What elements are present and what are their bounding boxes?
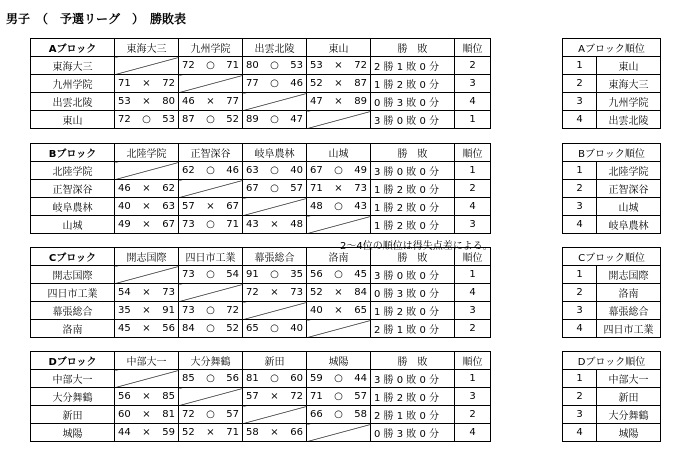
team-column-header: 出雲北陵 bbox=[243, 39, 307, 57]
score: 72 ○ 53 bbox=[118, 114, 175, 125]
self-match-cell bbox=[179, 388, 243, 406]
self-match-cell bbox=[115, 370, 179, 388]
team-name: 大分舞鶴 bbox=[31, 388, 115, 406]
standings-team: 出雲北陵 bbox=[597, 111, 661, 129]
team-row bbox=[31, 388, 491, 406]
team-row bbox=[31, 93, 491, 111]
standings-rank: 3 bbox=[563, 302, 597, 320]
team-row bbox=[31, 406, 491, 424]
score: 57 × 67 bbox=[182, 201, 239, 212]
score-cell bbox=[179, 111, 243, 129]
block-table bbox=[30, 38, 491, 129]
score-cell bbox=[179, 302, 243, 320]
team-name: 四日市工業 bbox=[31, 284, 115, 302]
score-cell bbox=[243, 320, 307, 338]
score: 57 × 72 bbox=[246, 391, 303, 402]
score-cell bbox=[179, 320, 243, 338]
team-column-header: 大分舞鶴 bbox=[179, 352, 243, 370]
team-name: 中部大一 bbox=[31, 370, 115, 388]
score-cell bbox=[243, 284, 307, 302]
score: 60 × 81 bbox=[118, 409, 175, 420]
score: 45 × 56 bbox=[118, 323, 175, 334]
self-match-cell bbox=[179, 284, 243, 302]
score-cell bbox=[115, 424, 179, 442]
standings-table bbox=[562, 351, 661, 442]
score-cell bbox=[243, 370, 307, 388]
score-cell bbox=[243, 180, 307, 198]
score-cell bbox=[115, 320, 179, 338]
team-column-header: 四日市工業 bbox=[179, 248, 243, 266]
team-row bbox=[31, 320, 491, 338]
standings-row bbox=[563, 406, 661, 424]
standings-header-row bbox=[563, 248, 661, 266]
team-column-header: 九州学院 bbox=[179, 39, 243, 57]
standings-team: 四日市工業 bbox=[597, 320, 661, 338]
score: 67 ○ 49 bbox=[310, 165, 367, 176]
standings-row bbox=[563, 370, 661, 388]
win-loss-record: 1 勝 2 敗 0 分 bbox=[371, 180, 455, 198]
team-row bbox=[31, 266, 491, 284]
score-cell bbox=[243, 75, 307, 93]
standings-rank: 1 bbox=[563, 162, 597, 180]
win-loss-record: 1 勝 2 敗 0 分 bbox=[371, 198, 455, 216]
team-name: 城陽 bbox=[31, 424, 115, 442]
standings-team: 中部大一 bbox=[597, 370, 661, 388]
score-cell bbox=[307, 93, 371, 111]
team-column-header: 新田 bbox=[243, 352, 307, 370]
win-loss-record: 2 勝 1 敗 0 分 bbox=[371, 406, 455, 424]
self-match-cell bbox=[179, 180, 243, 198]
team-column-header: 岐阜農林 bbox=[243, 144, 307, 162]
standings-rank: 4 bbox=[563, 320, 597, 338]
win-loss-record: 0 勝 3 敗 0 分 bbox=[371, 93, 455, 111]
score: 71 × 73 bbox=[310, 183, 367, 194]
score: 40 × 65 bbox=[310, 305, 367, 316]
win-loss-record: 0 勝 3 敗 0 分 bbox=[371, 424, 455, 442]
team-column-header: 山城 bbox=[307, 144, 371, 162]
win-loss-record: 0 勝 3 敗 0 分 bbox=[371, 284, 455, 302]
win-loss-record: 2 勝 1 敗 0 分 bbox=[371, 57, 455, 75]
self-match-cell bbox=[115, 162, 179, 180]
standings-row bbox=[563, 180, 661, 198]
ranking-note: 2～4位の順位は得失点差による。 bbox=[340, 241, 493, 252]
standings-row bbox=[563, 388, 661, 406]
team-row bbox=[31, 180, 491, 198]
standings-rank: 3 bbox=[563, 198, 597, 216]
score-cell bbox=[115, 93, 179, 111]
win-loss-record: 3 勝 0 敗 0 分 bbox=[371, 370, 455, 388]
team-name: 山城 bbox=[31, 216, 115, 234]
standings-team: 山城 bbox=[597, 198, 661, 216]
standings-team: 開志国際 bbox=[597, 266, 661, 284]
score: 81 ○ 60 bbox=[246, 373, 303, 384]
rank-value: 1 bbox=[455, 162, 491, 180]
rank-value: 4 bbox=[455, 198, 491, 216]
score: 52 × 87 bbox=[310, 78, 367, 89]
score-cell bbox=[115, 216, 179, 234]
score: 56 × 85 bbox=[118, 391, 175, 402]
block-label: Cブロック bbox=[31, 248, 115, 266]
score: 56 ○ 45 bbox=[310, 269, 367, 280]
score-cell bbox=[179, 57, 243, 75]
self-match-cell bbox=[307, 320, 371, 338]
score: 72 ○ 57 bbox=[182, 409, 239, 420]
self-match-cell bbox=[179, 75, 243, 93]
score: 58 × 66 bbox=[246, 427, 303, 438]
score-cell bbox=[243, 162, 307, 180]
self-match-cell bbox=[307, 216, 371, 234]
team-column-header: 東海大三 bbox=[115, 39, 179, 57]
standings-row bbox=[563, 266, 661, 284]
score: 84 ○ 52 bbox=[182, 323, 239, 334]
rank-value: 1 bbox=[455, 266, 491, 284]
team-column-header: 洛南 bbox=[307, 248, 371, 266]
self-match-cell bbox=[243, 406, 307, 424]
page-title: 男子 （ 予選リーグ ） 勝敗表 bbox=[6, 12, 187, 26]
standings-team: 九州学院 bbox=[597, 93, 661, 111]
score: 89 ○ 47 bbox=[246, 114, 303, 125]
score-cell bbox=[115, 406, 179, 424]
team-column-header: 中部大一 bbox=[115, 352, 179, 370]
result-header: 勝 敗 bbox=[371, 352, 455, 370]
standings-rank: 4 bbox=[563, 216, 597, 234]
standings-row bbox=[563, 424, 661, 442]
rank-value: 2 bbox=[455, 320, 491, 338]
score: 62 ○ 46 bbox=[182, 165, 239, 176]
score-cell bbox=[243, 216, 307, 234]
standings-header-row bbox=[563, 39, 661, 57]
win-loss-record: 1 勝 2 敗 0 分 bbox=[371, 216, 455, 234]
team-column-header: 正智深谷 bbox=[179, 144, 243, 162]
score: 85 ○ 56 bbox=[182, 373, 239, 384]
team-column-header: 北陸学院 bbox=[115, 144, 179, 162]
rank-value: 4 bbox=[455, 93, 491, 111]
team-row bbox=[31, 198, 491, 216]
standings-rank: 2 bbox=[563, 388, 597, 406]
team-name: 幕張総合 bbox=[31, 302, 115, 320]
standings-row bbox=[563, 111, 661, 129]
standings-title: Cブロック順位 bbox=[563, 248, 661, 266]
team-name: 開志国際 bbox=[31, 266, 115, 284]
self-match-cell bbox=[307, 424, 371, 442]
block-label: Aブロック bbox=[31, 39, 115, 57]
score: 47 × 89 bbox=[310, 96, 367, 107]
team-name: 東海大三 bbox=[31, 57, 115, 75]
score-cell bbox=[115, 75, 179, 93]
score-cell bbox=[243, 388, 307, 406]
team-name: 北陸学院 bbox=[31, 162, 115, 180]
win-loss-record: 3 勝 0 敗 0 分 bbox=[371, 111, 455, 129]
result-header: 勝 敗 bbox=[371, 248, 455, 266]
standings-team: 正智深谷 bbox=[597, 180, 661, 198]
rank-header: 順位 bbox=[455, 39, 491, 57]
win-loss-record: 1 勝 2 敗 0 分 bbox=[371, 75, 455, 93]
team-name: 新田 bbox=[31, 406, 115, 424]
result-header: 勝 敗 bbox=[371, 39, 455, 57]
score: 40 × 63 bbox=[118, 201, 175, 212]
score: 71 × 72 bbox=[118, 78, 175, 89]
score-cell bbox=[243, 424, 307, 442]
score: 65 ○ 40 bbox=[246, 323, 303, 334]
self-match-cell bbox=[243, 302, 307, 320]
team-name: 正智深谷 bbox=[31, 180, 115, 198]
win-loss-record: 2 勝 1 敗 0 分 bbox=[371, 320, 455, 338]
score: 48 ○ 43 bbox=[310, 201, 367, 212]
standings-title: Aブロック順位 bbox=[563, 39, 661, 57]
block-table bbox=[30, 247, 491, 338]
rank-header: 順位 bbox=[455, 144, 491, 162]
self-match-cell bbox=[243, 198, 307, 216]
score-cell bbox=[115, 388, 179, 406]
rank-value: 2 bbox=[455, 180, 491, 198]
score-cell bbox=[115, 180, 179, 198]
rank-value: 1 bbox=[455, 111, 491, 129]
win-loss-record: 3 勝 0 敗 0 分 bbox=[371, 266, 455, 284]
standings-rank: 2 bbox=[563, 75, 597, 93]
score-cell bbox=[179, 406, 243, 424]
score-cell bbox=[307, 162, 371, 180]
standings-title: Bブロック順位 bbox=[563, 144, 661, 162]
standings-team: 城陽 bbox=[597, 424, 661, 442]
rank-value: 3 bbox=[455, 302, 491, 320]
win-loss-record: 1 勝 2 敗 0 分 bbox=[371, 388, 455, 406]
standings-rank: 1 bbox=[563, 370, 597, 388]
score: 87 ○ 52 bbox=[182, 114, 239, 125]
score-cell bbox=[243, 111, 307, 129]
score: 59 ○ 44 bbox=[310, 373, 367, 384]
header-row bbox=[31, 352, 491, 370]
self-match-cell bbox=[115, 57, 179, 75]
standings-team: 北陸学院 bbox=[597, 162, 661, 180]
standings-rank: 4 bbox=[563, 111, 597, 129]
score: 73 ○ 72 bbox=[182, 305, 239, 316]
rank-value: 2 bbox=[455, 57, 491, 75]
score: 72 × 73 bbox=[246, 287, 303, 298]
standings-rank: 4 bbox=[563, 424, 597, 442]
standings-table bbox=[562, 247, 661, 338]
score-cell bbox=[307, 370, 371, 388]
standings-rank: 3 bbox=[563, 406, 597, 424]
team-row bbox=[31, 302, 491, 320]
block-label: Dブロック bbox=[31, 352, 115, 370]
standings-team: 岐阜農林 bbox=[597, 216, 661, 234]
rank-value: 3 bbox=[455, 216, 491, 234]
score-cell bbox=[307, 388, 371, 406]
block-label: Bブロック bbox=[31, 144, 115, 162]
self-match-cell bbox=[243, 93, 307, 111]
result-header: 勝 敗 bbox=[371, 144, 455, 162]
team-column-header: 幕張総合 bbox=[243, 248, 307, 266]
standings-header-row bbox=[563, 352, 661, 370]
team-row bbox=[31, 284, 491, 302]
score-cell bbox=[307, 75, 371, 93]
standings-team: 東海大三 bbox=[597, 75, 661, 93]
rank-value: 3 bbox=[455, 388, 491, 406]
score: 46 × 77 bbox=[182, 96, 239, 107]
score: 67 ○ 57 bbox=[246, 183, 303, 194]
win-loss-record: 3 勝 0 敗 0 分 bbox=[371, 162, 455, 180]
standings-table bbox=[562, 38, 661, 129]
score-cell bbox=[179, 198, 243, 216]
team-name: 東山 bbox=[31, 111, 115, 129]
score: 73 ○ 71 bbox=[182, 219, 239, 230]
team-name: 出雲北陵 bbox=[31, 93, 115, 111]
score-cell bbox=[179, 266, 243, 284]
standings-team: 洛南 bbox=[597, 284, 661, 302]
team-row bbox=[31, 424, 491, 442]
standings-rank: 1 bbox=[563, 57, 597, 75]
score: 53 × 72 bbox=[310, 60, 367, 71]
score: 44 × 59 bbox=[118, 427, 175, 438]
standings-row bbox=[563, 302, 661, 320]
score-cell bbox=[115, 302, 179, 320]
score: 72 ○ 71 bbox=[182, 60, 239, 71]
block-table bbox=[30, 351, 491, 442]
standings-team: 東山 bbox=[597, 57, 661, 75]
score: 63 ○ 40 bbox=[246, 165, 303, 176]
team-row bbox=[31, 111, 491, 129]
header-row bbox=[31, 144, 491, 162]
score: 46 × 62 bbox=[118, 183, 175, 194]
team-row bbox=[31, 370, 491, 388]
team-row bbox=[31, 216, 491, 234]
standings-row bbox=[563, 198, 661, 216]
standings-team: 新田 bbox=[597, 388, 661, 406]
score-cell bbox=[115, 284, 179, 302]
score: 53 × 80 bbox=[118, 96, 175, 107]
team-name: 洛南 bbox=[31, 320, 115, 338]
standings-title: Dブロック順位 bbox=[563, 352, 661, 370]
score-cell bbox=[179, 93, 243, 111]
standings-row bbox=[563, 216, 661, 234]
score-cell bbox=[307, 180, 371, 198]
standings-rank: 1 bbox=[563, 266, 597, 284]
team-row bbox=[31, 75, 491, 93]
standings-table bbox=[562, 143, 661, 234]
score-cell bbox=[307, 198, 371, 216]
standings-row bbox=[563, 93, 661, 111]
header-row bbox=[31, 39, 491, 57]
score: 35 × 91 bbox=[118, 305, 175, 316]
score: 43 × 48 bbox=[246, 219, 303, 230]
score-cell bbox=[243, 57, 307, 75]
team-name: 九州学院 bbox=[31, 75, 115, 93]
team-row bbox=[31, 162, 491, 180]
standings-row bbox=[563, 284, 661, 302]
score: 54 × 73 bbox=[118, 287, 175, 298]
standings-rank: 2 bbox=[563, 284, 597, 302]
score: 52 × 71 bbox=[182, 427, 239, 438]
team-column-header: 東山 bbox=[307, 39, 371, 57]
rank-header: 順位 bbox=[455, 352, 491, 370]
score-cell bbox=[179, 370, 243, 388]
rank-value: 4 bbox=[455, 424, 491, 442]
score: 49 × 67 bbox=[118, 219, 175, 230]
rank-header: 順位 bbox=[455, 248, 491, 266]
score-cell bbox=[179, 162, 243, 180]
team-row bbox=[31, 57, 491, 75]
score: 71 ○ 57 bbox=[310, 391, 367, 402]
standings-row bbox=[563, 162, 661, 180]
rank-value: 2 bbox=[455, 406, 491, 424]
score-cell bbox=[307, 266, 371, 284]
self-match-cell bbox=[115, 266, 179, 284]
score-cell bbox=[179, 216, 243, 234]
standings-team: 幕張総合 bbox=[597, 302, 661, 320]
standings-header-row bbox=[563, 144, 661, 162]
standings-team: 大分舞鶴 bbox=[597, 406, 661, 424]
score: 80 ○ 53 bbox=[246, 60, 303, 71]
score: 77 ○ 46 bbox=[246, 78, 303, 89]
score-cell bbox=[115, 111, 179, 129]
standings-row bbox=[563, 75, 661, 93]
self-match-cell bbox=[307, 111, 371, 129]
team-column-header: 城陽 bbox=[307, 352, 371, 370]
standings-row bbox=[563, 57, 661, 75]
score: 91 ○ 35 bbox=[246, 269, 303, 280]
score: 73 ○ 54 bbox=[182, 269, 239, 280]
standings-row bbox=[563, 320, 661, 338]
rank-value: 3 bbox=[455, 75, 491, 93]
score: 52 × 84 bbox=[310, 287, 367, 298]
score-cell bbox=[307, 284, 371, 302]
score-cell bbox=[307, 302, 371, 320]
standings-rank: 2 bbox=[563, 180, 597, 198]
score-cell bbox=[307, 57, 371, 75]
team-name: 岐阜農林 bbox=[31, 198, 115, 216]
score-cell bbox=[243, 266, 307, 284]
score-cell bbox=[307, 406, 371, 424]
block-table bbox=[30, 143, 491, 234]
score: 66 ○ 58 bbox=[310, 409, 367, 420]
score-cell bbox=[115, 198, 179, 216]
score-cell bbox=[179, 424, 243, 442]
team-column-header: 開志国際 bbox=[115, 248, 179, 266]
standings-rank: 3 bbox=[563, 93, 597, 111]
rank-value: 1 bbox=[455, 370, 491, 388]
win-loss-record: 1 勝 2 敗 0 分 bbox=[371, 302, 455, 320]
rank-value: 4 bbox=[455, 284, 491, 302]
